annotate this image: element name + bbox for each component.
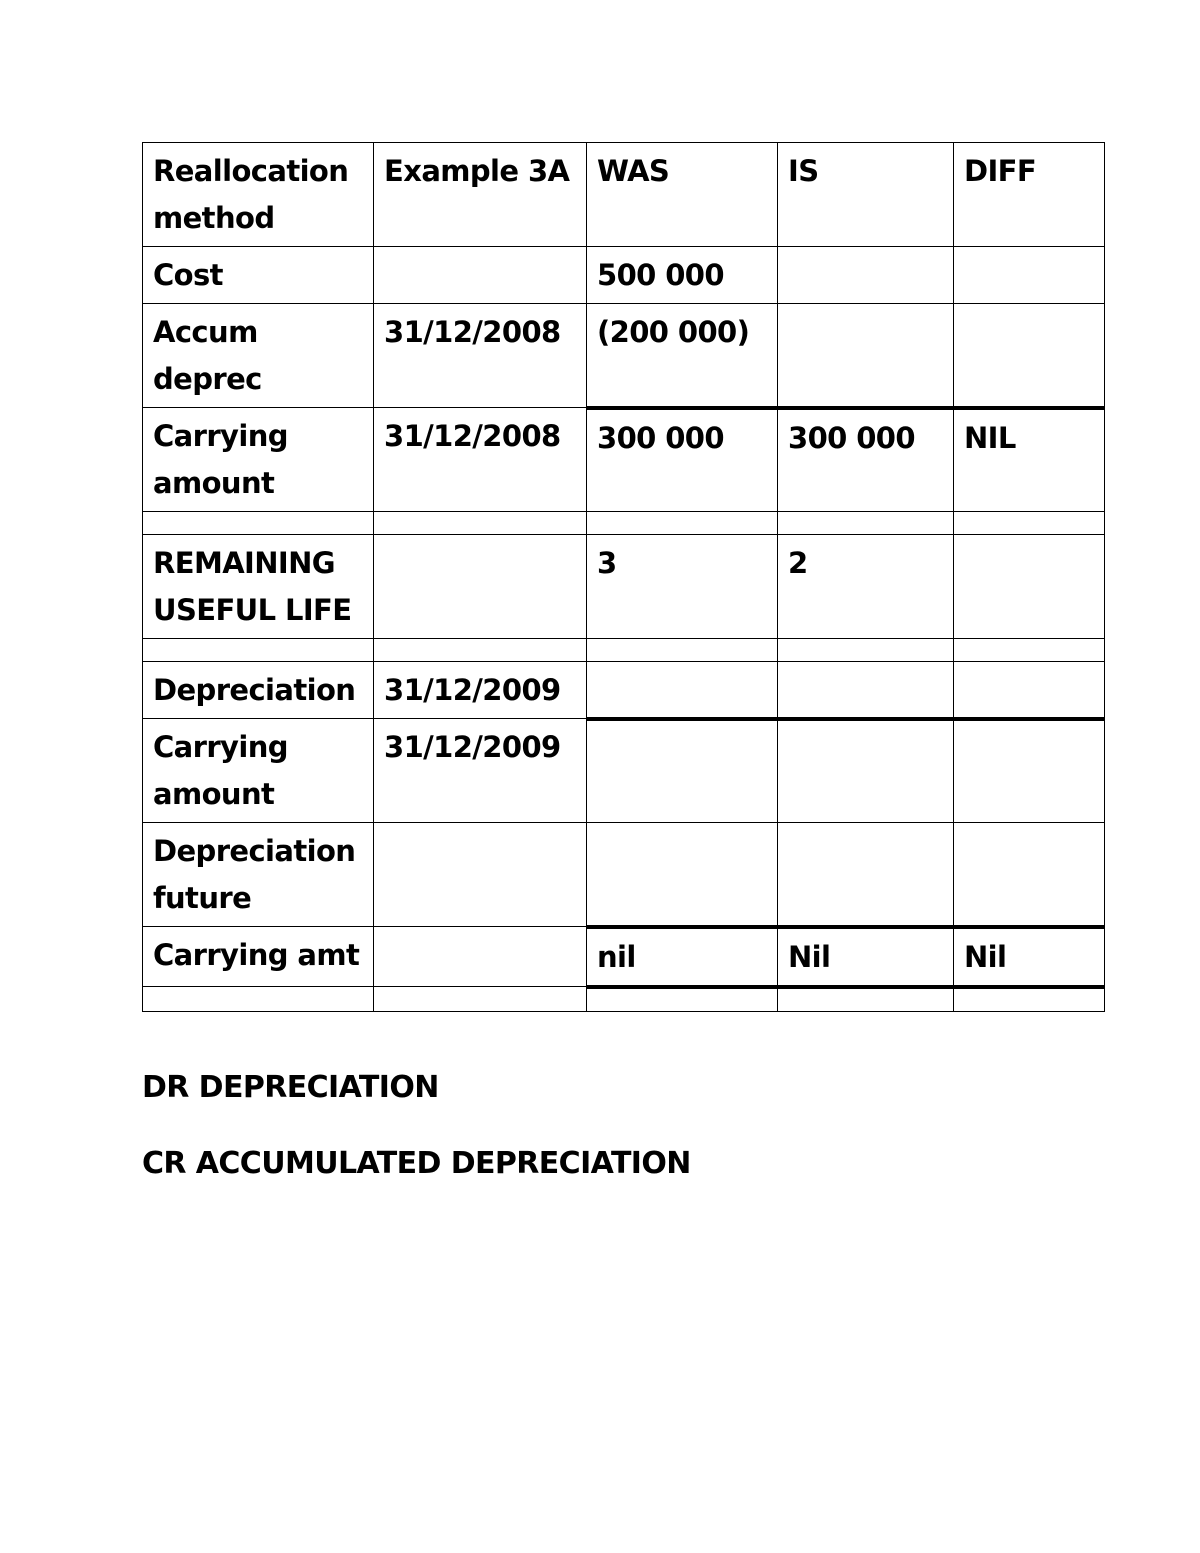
table-cell xyxy=(954,247,1105,304)
table-cell xyxy=(143,512,374,535)
table-cell: NIL xyxy=(954,408,1105,512)
table-row xyxy=(143,987,1105,1012)
row-label: Accum deprec xyxy=(143,304,374,408)
table-cell: Nil xyxy=(954,927,1105,987)
table-cell: 300 000 xyxy=(587,408,778,512)
table-cell xyxy=(374,639,587,662)
header-cell-method: Reallocation method xyxy=(143,143,374,247)
table-cell: nil xyxy=(587,927,778,987)
table-row xyxy=(143,535,1105,639)
table-cell: (200 000) xyxy=(587,304,778,408)
table-cell xyxy=(587,662,778,719)
table-cell xyxy=(954,987,1105,1012)
table-cell xyxy=(954,512,1105,535)
table-cell xyxy=(778,247,954,304)
table-cell xyxy=(587,512,778,535)
table-cell xyxy=(374,247,587,304)
table-cell: 31/12/2008 xyxy=(374,304,587,408)
row-label: Depreciation xyxy=(143,662,374,719)
table-cell xyxy=(954,662,1105,719)
table-cell xyxy=(778,639,954,662)
table-cell xyxy=(374,987,587,1012)
header-cell-was: WAS xyxy=(587,143,778,247)
table-header-row xyxy=(143,143,1105,247)
table-cell xyxy=(954,823,1105,927)
table-row xyxy=(143,927,1105,987)
table-cell xyxy=(587,639,778,662)
table-row xyxy=(143,247,1105,304)
table-cell xyxy=(587,823,778,927)
table-row xyxy=(143,823,1105,927)
table-cell xyxy=(374,823,587,927)
table-cell xyxy=(954,639,1105,662)
header-cell-diff: DIFF xyxy=(954,143,1105,247)
table-cell: 31/12/2009 xyxy=(374,719,587,823)
table-cell xyxy=(954,304,1105,408)
table-cell: Nil xyxy=(778,927,954,987)
table-cell xyxy=(374,927,587,987)
table-cell xyxy=(778,823,954,927)
journal-credit-line: CR ACCUMULATED DEPRECIATION xyxy=(142,1146,691,1181)
table-row xyxy=(143,408,1105,512)
header-cell-is: IS xyxy=(778,143,954,247)
table-cell xyxy=(778,662,954,719)
table-cell xyxy=(778,512,954,535)
row-label: Depreciation future xyxy=(143,823,374,927)
table-cell xyxy=(954,719,1105,823)
row-label: Carrying amt xyxy=(143,927,374,987)
table-cell xyxy=(143,987,374,1012)
reallocation-table xyxy=(142,142,1105,1012)
table-cell xyxy=(374,512,587,535)
table-cell: 3 xyxy=(587,535,778,639)
table-cell: 31/12/2009 xyxy=(374,662,587,719)
table-cell: 2 xyxy=(778,535,954,639)
row-label: Carrying amount xyxy=(143,408,374,512)
table-cell xyxy=(143,639,374,662)
table-cell xyxy=(954,535,1105,639)
table-cell: 500 000 xyxy=(587,247,778,304)
row-label: Carrying amount xyxy=(143,719,374,823)
table-row xyxy=(143,304,1105,408)
journal-debit-line: DR DEPRECIATION xyxy=(142,1070,439,1105)
row-label: Cost xyxy=(143,247,374,304)
table-row xyxy=(143,662,1105,719)
table-row xyxy=(143,719,1105,823)
table-cell xyxy=(778,304,954,408)
table-cell xyxy=(374,535,587,639)
table-cell: 31/12/2008 xyxy=(374,408,587,512)
table-cell xyxy=(587,719,778,823)
table-cell: 300 000 xyxy=(778,408,954,512)
row-label: REMAINING USEFUL LIFE xyxy=(143,535,374,639)
header-cell-example: Example 3A xyxy=(374,143,587,247)
table-row xyxy=(143,512,1105,535)
table-cell xyxy=(587,987,778,1012)
table-row xyxy=(143,639,1105,662)
table-cell xyxy=(778,987,954,1012)
table-cell xyxy=(778,719,954,823)
